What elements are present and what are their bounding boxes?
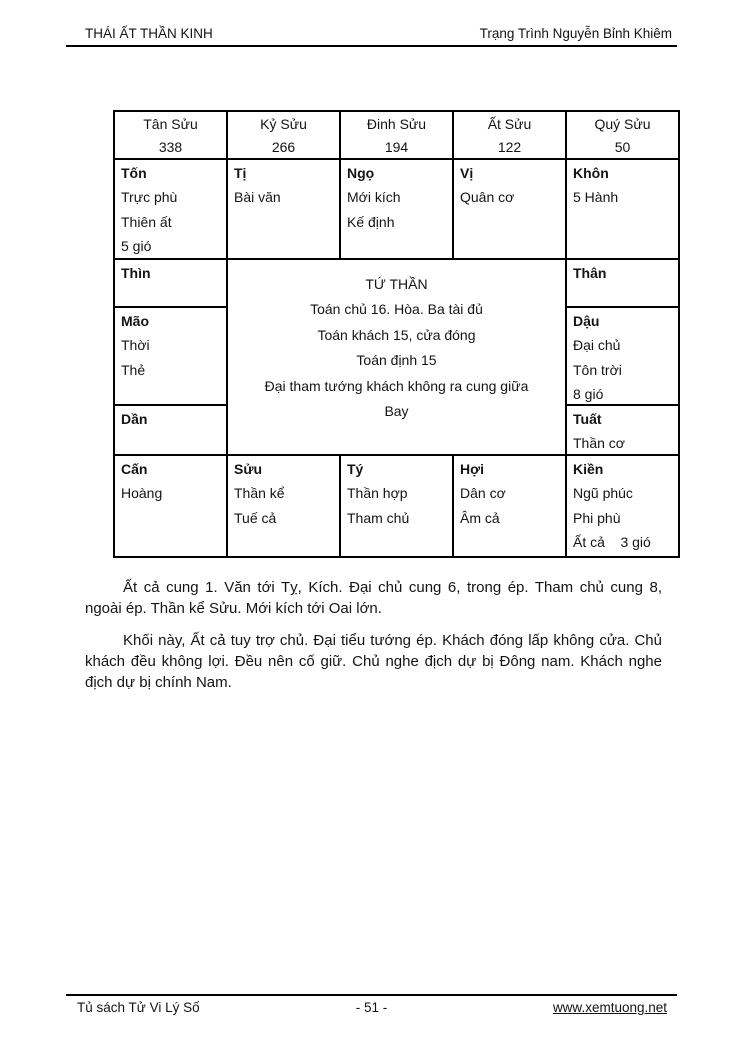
cell-than [567,260,678,306]
cell-line: Mới kích [347,189,401,205]
header-book-title: THÁI ẤT THẦN KINH [85,26,213,41]
year-cell-quy-suu [567,112,678,158]
cell-line: Thiên ất [121,213,172,230]
cell-line: Đại tham tướng khách không ra cung giữa [264,377,529,394]
page-footer [66,999,677,1017]
cell-dau [567,308,678,404]
cell-label: Khôn [573,165,609,181]
cell-label: Thân [573,265,607,281]
center-title: TỨ THẦN [365,276,428,292]
cell-lines [234,185,333,210]
cell-label: Mão [121,313,149,329]
cell-tuat [567,406,678,454]
cell-line: Thần kể [234,485,285,501]
cell-line: Tham chủ [347,509,410,526]
cell-label: Vị [460,165,474,181]
cell-lines [573,481,672,555]
cell-label: Hợi [460,461,484,477]
cell-lines [121,481,220,506]
cell-line: Đại chủ [573,337,621,353]
cell-line: Phi phù [573,509,621,526]
year-name: Ất Sửu [487,116,532,132]
year-value: 122 [497,139,522,155]
cell-label: Ngọ [347,165,375,181]
cell-line: Tuế cả [234,509,277,526]
cell-label: Thìn [121,265,151,281]
year-cell-tan-suu [115,112,226,158]
year-value: 194 [384,139,409,155]
cell-line: 5 gió [121,238,152,254]
cell-label: Sửu [234,461,263,477]
cell-label: Dậu [573,313,600,329]
cell-ton [115,160,226,258]
cell-ti [228,160,339,258]
year-cell-dinh-suu [341,112,452,158]
cell-line: Quân cơ [460,189,515,205]
year-value: 266 [271,139,296,155]
cell-line: Toán khách 15, cửa đóng [317,326,476,343]
cell-lines [573,185,672,210]
cell-lines [347,185,446,234]
center-lines [234,297,559,425]
cell-line: Toán chủ 16. Hòa. Ba tài đủ [310,301,483,317]
cell-can [115,456,226,556]
body-text [85,577,662,704]
cell-line: Toán định 15 [356,352,437,368]
cell-lines [347,481,446,530]
cell-label: Kiền [573,461,604,477]
header-author: Trạng Trình Nguyễn Bỉnh Khiêm [479,26,672,41]
year-name: Kỷ Sửu [260,116,307,132]
cell-lines [234,481,333,530]
cell-lines [573,431,672,454]
footer-series-title: Tủ sách Tử Vi Lý Số [77,1000,200,1015]
footer-website-link[interactable]: www.xemtuong.net [552,1000,667,1015]
cell-suu [228,456,339,556]
cell-line: 8 gió [573,386,604,402]
cell-ngo [341,160,452,258]
cell-line: Thời [121,337,150,353]
cell-label: Tị [234,165,247,181]
cell-khon [567,160,678,258]
cell-line: Hoàng [121,485,163,501]
year-name: Tân Sửu [143,116,198,132]
center-cell-tu-than [228,260,565,454]
year-value: 50 [614,139,631,155]
year-name: Quý Sửu [594,116,651,132]
cell-label: Tuất [573,411,602,427]
cell-label: Tốn [121,165,147,181]
cell-kien [567,456,678,556]
year-value: 338 [158,139,183,155]
cell-vi [454,160,565,258]
cell-line: Tôn trời [573,361,622,378]
cell-dan [115,406,226,454]
paragraph-2: Khối này, Ất cả tuy trợ chủ. Đại tiểu tướng ép. Khách đóng lấp không cửa. Chủ khách đều không lợi. Đều nên cố giữ. Chủ nghe địch dự bị Đông nam. Khách nghe địch dự bị chính Nam. [85,632,662,691]
cell-line: Trực phù [121,189,178,205]
cell-lines [460,481,559,530]
year-cell-at-suu [454,112,565,158]
year-name: Đinh Sửu [366,116,427,132]
cell-line: Kế định [347,213,395,230]
cell-label: Tý [347,461,364,477]
year-cell-ky-suu [228,112,339,158]
cell-line: Bay [384,403,409,419]
cell-line: Ất cả 3 gió [573,534,651,550]
cell-line: Âm cả [460,509,500,526]
header-rule [66,45,677,47]
cell-label: Dần [121,411,148,427]
cell-line: Ngũ phúc [573,485,633,501]
cell-line: Thẻ [121,361,146,378]
footer-rule [66,994,677,996]
cell-line: Dân cơ [460,485,506,501]
cell-lines [121,185,220,258]
cell-lines [573,333,672,404]
cell-ty [341,456,452,556]
page-number: - 51 - [355,1000,388,1015]
paragraph-1: Ất cả cung 1. Văn tới Tỵ, Kích. Đại chủ cung 6, trong ép. Tham chủ cung 8, ngoài ép. Thần kể Sửu. Mới kích tới Oai lớn. [85,579,662,617]
cell-mao [115,308,226,404]
cell-lines [460,185,559,210]
cell-line: Thần hợp [347,485,408,501]
cell-line: Bài văn [234,189,281,205]
cell-label: Cấn [121,461,148,477]
page-header [85,26,672,42]
divination-chart [113,110,680,558]
cell-line: 5 Hành [573,189,619,205]
cell-lines [121,333,220,382]
cell-hoi [454,456,565,556]
cell-line: Thần cơ [573,435,625,451]
cell-thin [115,260,226,306]
